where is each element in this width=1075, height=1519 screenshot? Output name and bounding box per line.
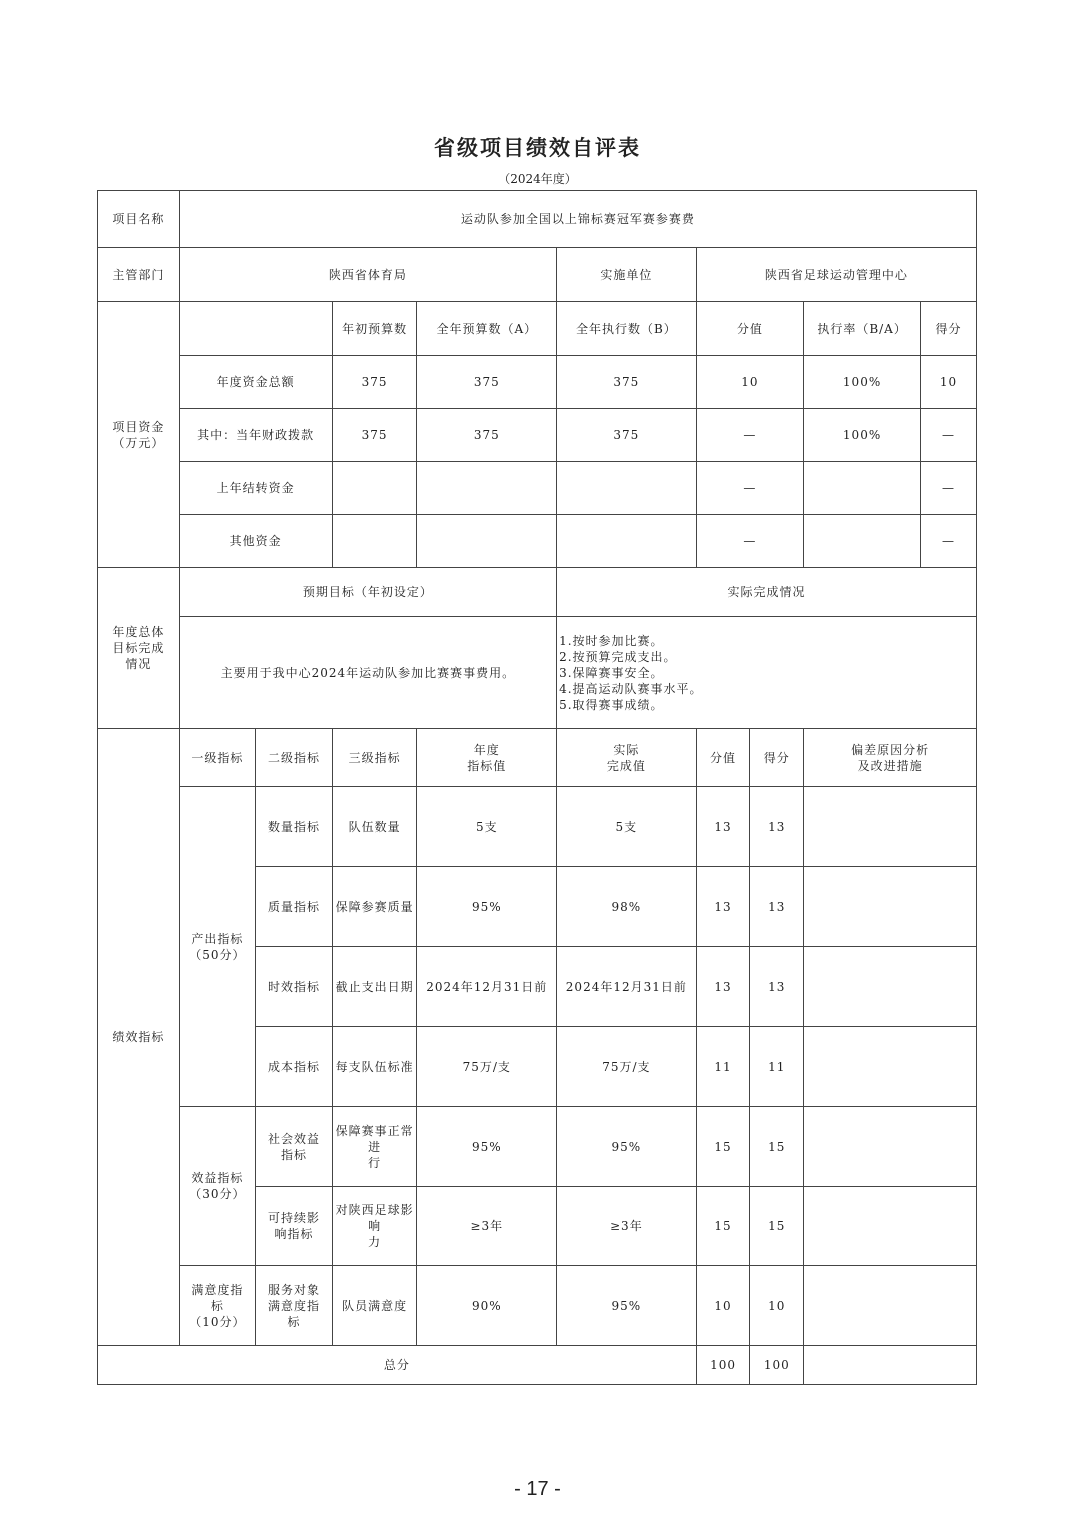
perf-score-value: 15	[696, 1187, 750, 1266]
funds-cell	[557, 515, 697, 568]
perf-level1-satisfaction: 满意度指 标 （10分）	[179, 1266, 256, 1346]
total-label: 总分	[98, 1346, 697, 1385]
perf-score: 15	[750, 1107, 804, 1187]
perf-score: 15	[750, 1187, 804, 1266]
perf-note	[804, 1187, 977, 1266]
perf-level2: 数量指标	[256, 787, 333, 867]
funds-row-name: 其他资金	[179, 515, 332, 568]
actual-completion-header: 实际完成情况	[557, 568, 977, 617]
impl-unit-value: 陕西省足球运动管理中心	[696, 248, 976, 302]
funds-row-name: 上年结转资金	[179, 462, 332, 515]
funds-cell	[557, 462, 697, 515]
perf-level1-output: 产出指标 （50分）	[179, 787, 256, 1107]
perf-score-value: 13	[696, 867, 750, 947]
funds-row	[98, 409, 977, 462]
actual-item: 1.按时参加比赛。	[559, 633, 664, 648]
perf-note	[804, 867, 977, 947]
funds-cell: 375	[557, 409, 697, 462]
actual-item: 3.保障赛事安全。	[559, 665, 664, 680]
perf-score: 10	[750, 1266, 804, 1346]
perf-score-value: 11	[696, 1027, 750, 1107]
funds-cell: 375	[332, 356, 417, 409]
funds-header-executed: 全年执行数（B）	[557, 302, 697, 356]
perf-level2: 质量指标	[256, 867, 333, 947]
perf-score-value: 15	[696, 1107, 750, 1187]
perf-actual: 95%	[557, 1107, 697, 1187]
funds-row-name: 其中：当年财政拨款	[179, 409, 332, 462]
funds-header-rate: 执行率（B/A）	[804, 302, 921, 356]
expected-goal-text: 主要用于我中心2024年运动队参加比赛赛事费用。	[179, 617, 556, 729]
total-score-value: 100	[696, 1346, 750, 1385]
perf-score: 13	[750, 787, 804, 867]
funds-cell: 375	[417, 356, 557, 409]
perf-header-level3: 三级指标	[332, 729, 417, 787]
perf-note	[804, 787, 977, 867]
perf-level3: 截止支出日期	[332, 947, 417, 1027]
dept-label: 主管部门	[98, 248, 180, 302]
funds-cell	[804, 515, 921, 568]
perf-level1-benefit: 效益指标 （30分）	[179, 1107, 256, 1266]
perf-header-level1: 一级指标	[179, 729, 256, 787]
perf-target: ≥3年	[417, 1187, 557, 1266]
perf-actual: 2024年12月31日前	[557, 947, 697, 1027]
funds-cell: —	[921, 515, 977, 568]
funds-cell: 100%	[804, 356, 921, 409]
perf-level2: 可持续影 响指标	[256, 1187, 333, 1266]
perf-header-actual: 实际 完成值	[557, 729, 697, 787]
perf-target: 2024年12月31日前	[417, 947, 557, 1027]
funds-row	[98, 515, 977, 568]
funds-cell	[417, 515, 557, 568]
perf-actual: ≥3年	[557, 1187, 697, 1266]
actual-completion-list	[557, 617, 977, 729]
funds-cell: 10	[696, 356, 804, 409]
funds-cell	[417, 462, 557, 515]
perf-actual: 98%	[557, 867, 697, 947]
page-number: - 17 -	[514, 1478, 561, 1500]
funds-cell: —	[696, 462, 804, 515]
year-subtitle: （2024年度）	[498, 172, 577, 186]
perf-level3: 保障参赛质量	[332, 867, 417, 947]
perf-row	[98, 787, 977, 867]
goals-section-label: 年度总体 目标完成 情况	[98, 568, 180, 729]
perf-score-value: 13	[696, 787, 750, 867]
perf-level3: 队伍数量	[332, 787, 417, 867]
self-evaluation-table	[97, 190, 977, 1385]
funds-section-label: 项目资金 （万元）	[98, 302, 180, 568]
funds-cell: 375	[332, 409, 417, 462]
funds-cell: —	[696, 409, 804, 462]
funds-header-annual: 全年预算数（A）	[417, 302, 557, 356]
actual-item: 4.提高运动队赛事水平。	[559, 681, 703, 696]
perf-row	[98, 1266, 977, 1346]
impl-unit-label: 实施单位	[557, 248, 697, 302]
perf-header-score: 得分	[750, 729, 804, 787]
perf-target: 5支	[417, 787, 557, 867]
funds-corner-cell	[179, 302, 332, 356]
funds-cell	[332, 462, 417, 515]
perf-score: 13	[750, 867, 804, 947]
perf-target: 95%	[417, 1107, 557, 1187]
funds-header-initial: 年初预算数	[332, 302, 417, 356]
perf-level2: 时效指标	[256, 947, 333, 1027]
funds-cell: —	[921, 462, 977, 515]
funds-cell: 375	[417, 409, 557, 462]
page-title: 省级项目绩效自评表	[434, 136, 641, 160]
perf-target: 90%	[417, 1266, 557, 1346]
perf-level2: 服务对象 满意度指 标	[256, 1266, 333, 1346]
perf-level2: 成本指标	[256, 1027, 333, 1107]
funds-row-name: 年度资金总额	[179, 356, 332, 409]
perf-score: 13	[750, 947, 804, 1027]
funds-header-score: 得分	[921, 302, 977, 356]
total-note	[804, 1346, 977, 1385]
funds-cell	[332, 515, 417, 568]
perf-actual: 95%	[557, 1266, 697, 1346]
perf-level2: 社会效益 指标	[256, 1107, 333, 1187]
funds-cell: —	[696, 515, 804, 568]
funds-row	[98, 356, 977, 409]
perf-target: 75万/支	[417, 1027, 557, 1107]
project-name-label: 项目名称	[98, 191, 180, 248]
perf-score: 11	[750, 1027, 804, 1107]
perf-section-label: 绩效指标	[98, 729, 180, 1346]
perf-note	[804, 947, 977, 1027]
perf-header-level2: 二级指标	[256, 729, 333, 787]
perf-note	[804, 1107, 977, 1187]
perf-level3: 每支队伍标准	[332, 1027, 417, 1107]
actual-item: 5.取得赛事成绩。	[559, 697, 664, 712]
perf-level3: 保障赛事正常进 行	[332, 1107, 417, 1187]
perf-header-deviation: 偏差原因分析 及改进措施	[804, 729, 977, 787]
perf-note	[804, 1266, 977, 1346]
funds-cell: 375	[557, 356, 697, 409]
funds-cell	[804, 462, 921, 515]
funds-cell: 10	[921, 356, 977, 409]
funds-cell: —	[921, 409, 977, 462]
perf-score-value: 13	[696, 947, 750, 1027]
project-name-value: 运动队参加全国以上锦标赛冠军赛参赛费	[179, 191, 976, 248]
perf-target: 95%	[417, 867, 557, 947]
perf-actual: 75万/支	[557, 1027, 697, 1107]
perf-row	[98, 1107, 977, 1187]
total-score: 100	[750, 1346, 804, 1385]
funds-cell: 100%	[804, 409, 921, 462]
perf-level3: 队员满意度	[332, 1266, 417, 1346]
perf-score-value: 10	[696, 1266, 750, 1346]
expected-goal-header: 预期目标（年初设定）	[179, 568, 556, 617]
perf-header-target: 年度 指标值	[417, 729, 557, 787]
dept-value: 陕西省体育局	[179, 248, 556, 302]
perf-note	[804, 1027, 977, 1107]
actual-item: 2.按预算完成支出。	[559, 649, 677, 664]
perf-header-score-value: 分值	[696, 729, 750, 787]
funds-header-score-value: 分值	[696, 302, 804, 356]
perf-actual: 5支	[557, 787, 697, 867]
funds-row	[98, 462, 977, 515]
perf-level3: 对陕西足球影响 力	[332, 1187, 417, 1266]
